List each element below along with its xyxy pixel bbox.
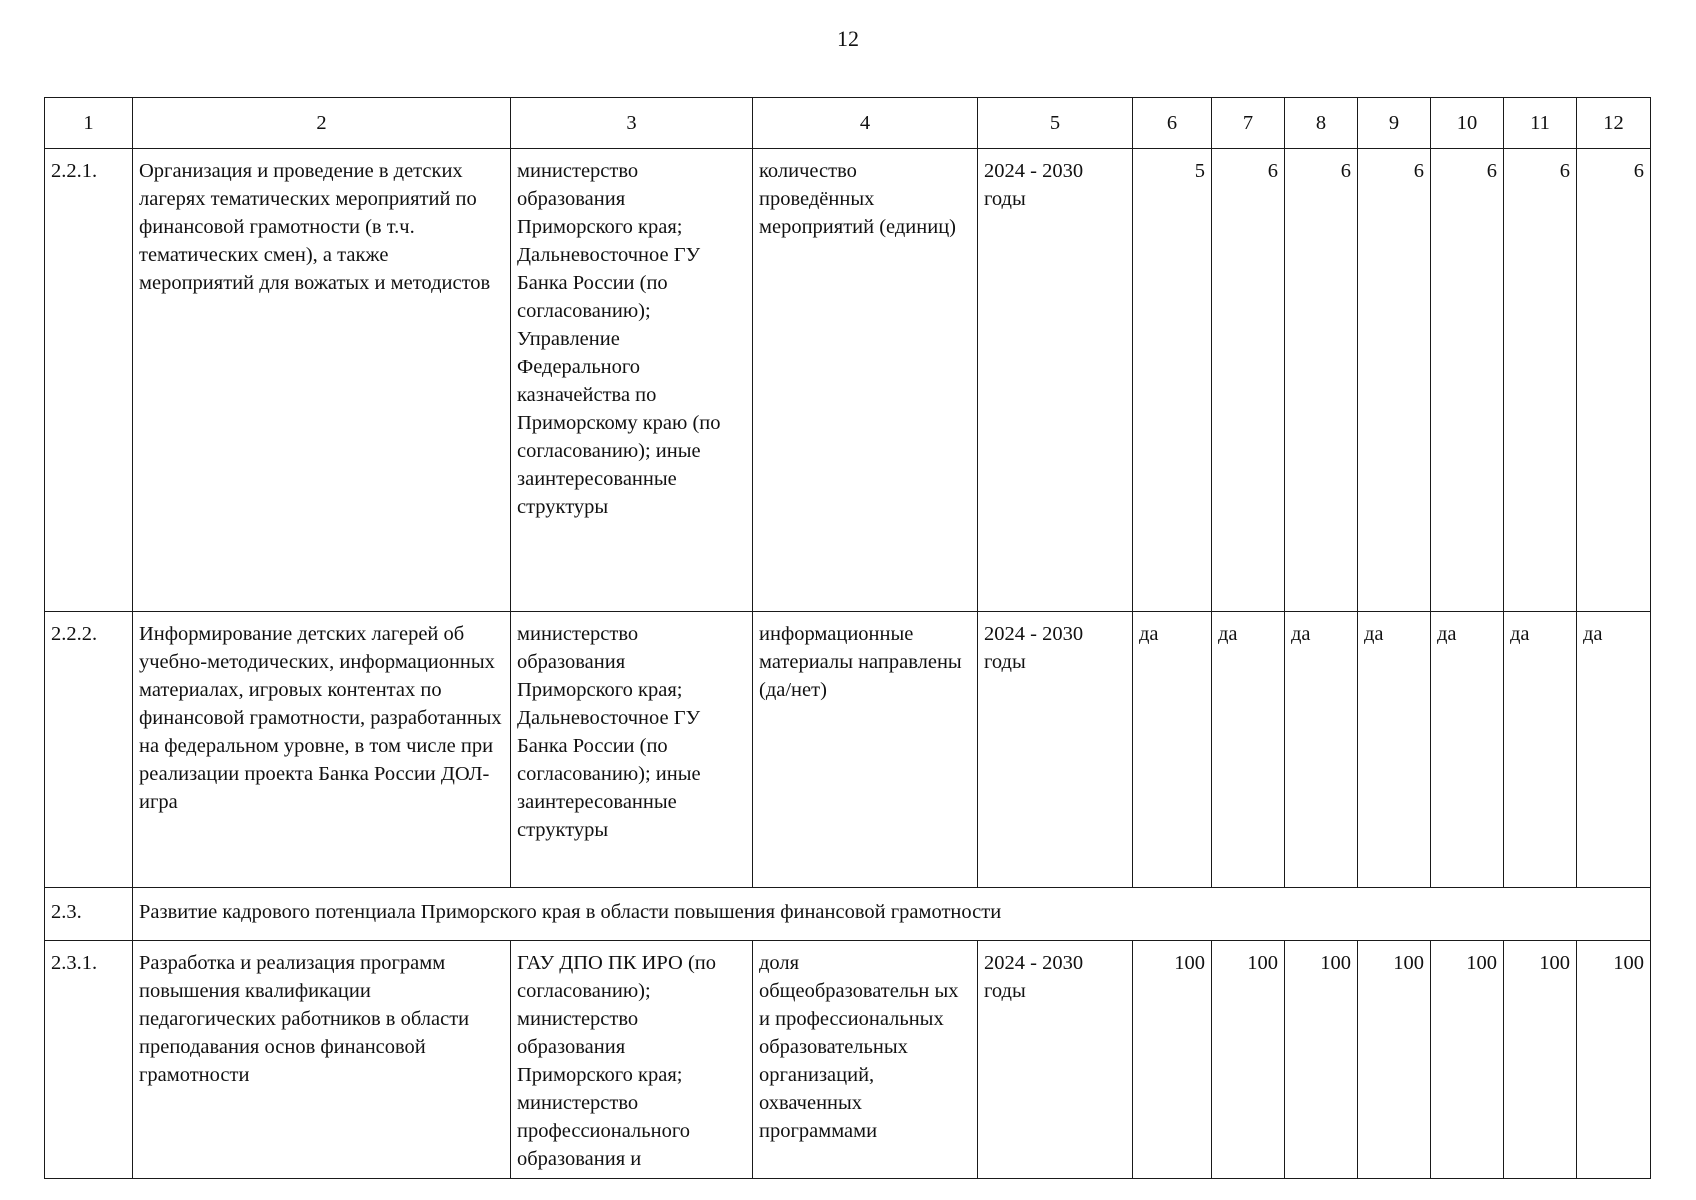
header-cell: 12 xyxy=(1577,98,1651,149)
year-value: да xyxy=(1133,612,1212,888)
table-header-row xyxy=(45,98,1651,149)
period: 2024 - 2030 годы xyxy=(978,612,1133,888)
period: 2024 - 2030 годы xyxy=(978,149,1133,612)
table-row xyxy=(45,149,1651,612)
year-value: 6 xyxy=(1504,149,1577,612)
year-value: да xyxy=(1358,612,1431,888)
year-value: да xyxy=(1212,612,1285,888)
header-cell: 8 xyxy=(1285,98,1358,149)
period: 2024 - 2030 годы xyxy=(978,941,1133,1179)
year-value: да xyxy=(1577,612,1651,888)
section-title: Развитие кадрового потенциала Приморского края в области повышения финансовой грамотности xyxy=(133,888,1651,941)
header-cell: 10 xyxy=(1431,98,1504,149)
executors: ГАУ ДПО ПК ИРО (по согласованию); министерство образования Приморского края; министерство профессионального образования и xyxy=(511,941,753,1179)
year-value: да xyxy=(1431,612,1504,888)
header-cell: 11 xyxy=(1504,98,1577,149)
year-value: 6 xyxy=(1431,149,1504,612)
header-cell: 5 xyxy=(978,98,1133,149)
activity-name: Разработка и реализация программ повышения квалификации педагогических работников в области преподавания основ финансовой грамотности xyxy=(133,941,511,1179)
year-value: 6 xyxy=(1285,149,1358,612)
year-value: 100 xyxy=(1133,941,1212,1179)
table-row xyxy=(45,612,1651,888)
header-cell: 2 xyxy=(133,98,511,149)
indicator: доля общеобразовательн ых и профессиональных образовательных организаций, охваченных программами xyxy=(753,941,978,1179)
year-value: 100 xyxy=(1504,941,1577,1179)
section-row xyxy=(45,888,1651,941)
row-code: 2.2.2. xyxy=(45,612,133,888)
table-row xyxy=(45,941,1651,1179)
year-value: да xyxy=(1285,612,1358,888)
executors: министерство образования Приморского края; Дальневосточное ГУ Банка России (по согласованию); Управление Федерального казначейства по Приморскому краю (по согласованию); иные заинтересованные структуры xyxy=(511,149,753,612)
year-value: да xyxy=(1504,612,1577,888)
header-cell: 4 xyxy=(753,98,978,149)
row-code: 2.3. xyxy=(45,888,133,941)
year-value: 5 xyxy=(1133,149,1212,612)
year-value: 100 xyxy=(1212,941,1285,1179)
page-number: 12 xyxy=(837,26,859,51)
year-value: 6 xyxy=(1577,149,1651,612)
indicator: информационные материалы направлены (да/нет) xyxy=(753,612,978,888)
year-value: 100 xyxy=(1431,941,1504,1179)
activity-name: Организация и проведение в детских лагерях тематических мероприятий по финансовой грамотности (в т.ч. тематических смен), а также мероприятий для вожатых и методистов xyxy=(133,149,511,612)
header-cell: 1 xyxy=(45,98,133,149)
year-value: 100 xyxy=(1358,941,1431,1179)
row-code: 2.2.1. xyxy=(45,149,133,612)
header-cell: 3 xyxy=(511,98,753,149)
header-cell: 7 xyxy=(1212,98,1285,149)
activity-name: Информирование детских лагерей об учебно-методических, информационных материалах, игровых контентах по финансовой грамотности, разработанных на федеральном уровне, в том числе при реализации проекта Банка России ДОЛ-игра xyxy=(133,612,511,888)
indicator: количество проведённых мероприятий (единиц) xyxy=(753,149,978,612)
header-cell: 9 xyxy=(1358,98,1431,149)
year-value: 100 xyxy=(1577,941,1651,1179)
year-value: 100 xyxy=(1285,941,1358,1179)
executors: министерство образования Приморского края; Дальневосточное ГУ Банка России (по согласованию); иные заинтересованные структуры xyxy=(511,612,753,888)
header-cell: 6 xyxy=(1133,98,1212,149)
row-code: 2.3.1. xyxy=(45,941,133,1179)
year-value: 6 xyxy=(1358,149,1431,612)
year-value: 6 xyxy=(1212,149,1285,612)
activity-plan-table xyxy=(44,97,1651,1179)
